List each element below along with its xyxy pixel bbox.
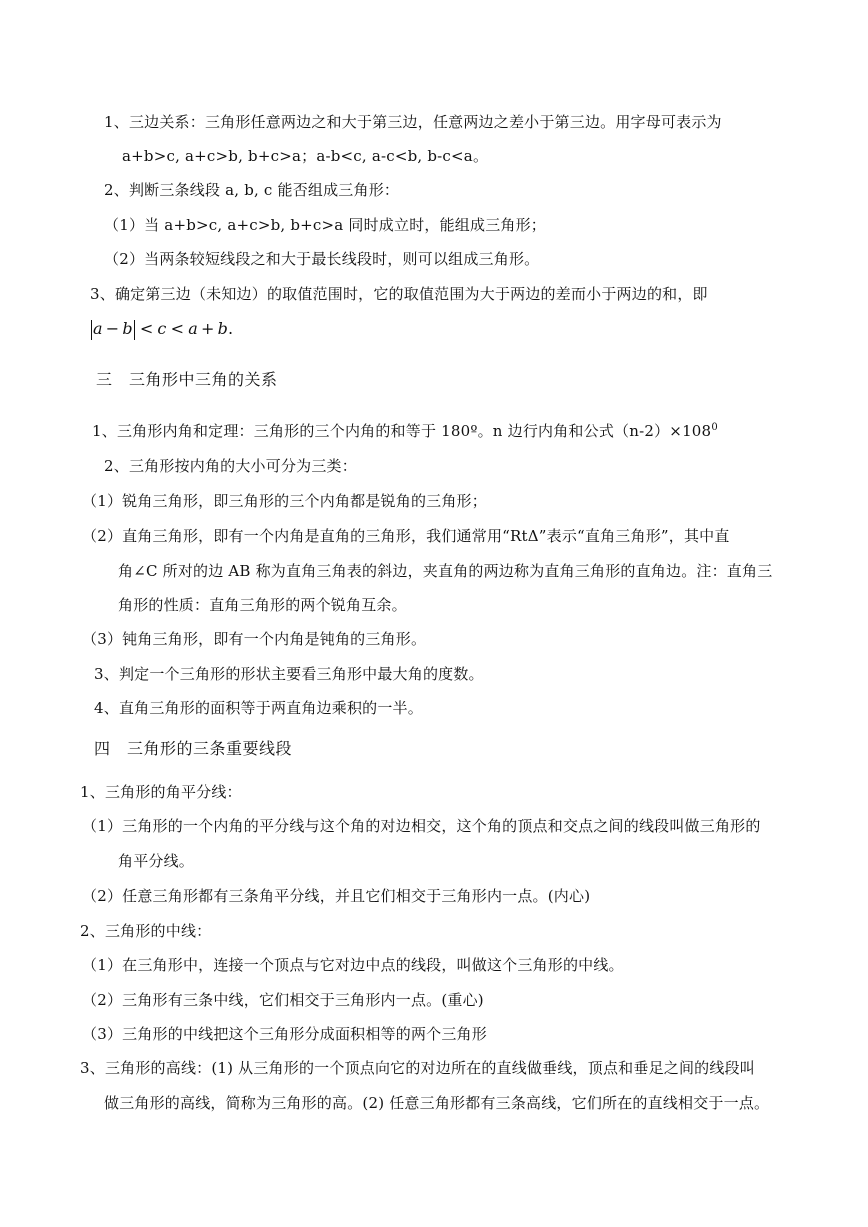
text-line: 3、确定第三边（未知边）的取值范围时，它的取值范围为大于两边的差而小于两边的和，即 <box>90 285 708 303</box>
text-line: 角∠C 所对的边 AB 称为直角三角表的斜边，夹直角的两边称为直角三角形的直角边。注：直角三 <box>118 562 773 580</box>
text-line: 4、直角三角形的面积等于两直角边乘积的一半。 <box>94 699 423 717</box>
formula-abs-inequality: a − b < c < a + b. <box>93 319 234 338</box>
text-line: 角形的性质：直角三角形的两个锐角互余。 <box>118 596 407 614</box>
text-line: 2、三角形按内角的大小可分为三类： <box>104 457 357 475</box>
section-heading: 三 三角形中三角的关系 <box>96 370 278 389</box>
text-line: （3）三角形的中线把这个三角形分成面积相等的两个三角形 <box>82 1025 487 1043</box>
text-line: （2）直角三角形，即有一个内角是直角的三角形，我们通常用“RtΔ”表示“直角三角形”，其中直 <box>82 527 730 545</box>
text-line: 2、三角形的中线： <box>80 922 212 940</box>
abs-bar-left <box>91 320 92 340</box>
section-heading: 四 三角形的三条重要线段 <box>94 739 293 758</box>
text-line: （2）任意三角形都有三条角平分线，并且它们相交于三角形内一点。(内心) <box>82 887 591 905</box>
abs-bar-right <box>134 320 135 340</box>
text-line: （1）锐角三角形，即三角形的三个内角都是锐角的三角形； <box>82 492 487 510</box>
text-line: 3、判定一个三角形的形状主要看三角形中最大角的度数。 <box>94 665 484 683</box>
text-line: 1、三角形的角平分线： <box>80 783 242 801</box>
text-line: a+b>c, a+c>b, b+c>a；a-b<c, a-c<b, b-c<a。 <box>122 147 489 165</box>
text-line: 做三角形的高线，简称为三角形的高。(2) 任意三角形都有三条高线，它们所在的直线相交于一点。 <box>104 1094 770 1112</box>
text-line: 角平分线。 <box>118 852 195 870</box>
text-line: （1）当 a+b>c, a+c>b, b+c>a 同时成立时，能组成三角形； <box>104 216 547 234</box>
text-line: 1、三边关系：三角形任意两边之和大于第三边，任意两边之差小于第三边。用字母可表示为 <box>104 113 722 131</box>
text-line: （1）三角形的一个内角的平分线与这个角的对边相交，这个角的顶点和交点之间的线段叫做三角形的 <box>82 817 761 835</box>
text-line: 1、三角形内角和定理：三角形的三个内角的和等于 180º。n 边行内角和公式$(n-2)\times 108^0$ <box>92 422 718 440</box>
text-line: 3、三角形的高线：(1) 从三角形的一个顶点向它的对边所在的直线做垂线，顶点和垂足之间的线段叫 <box>80 1059 755 1077</box>
text-line: （1）在三角形中，连接一个顶点与它对边中点的线段，叫做这个三角形的中线。 <box>82 956 624 974</box>
text-line: 2、判断三条线段 a, b, c 能否组成三角形： <box>104 181 400 199</box>
text-line: （2）当两条较短线段之和大于最长线段时，则可以组成三角形。 <box>104 250 540 268</box>
text-line: （3）钝角三角形，即有一个内角是钝角的三角形。 <box>82 630 427 648</box>
text-line: （2）三角形有三条中线，它们相交于三角形内一点。(重心) <box>82 991 484 1009</box>
